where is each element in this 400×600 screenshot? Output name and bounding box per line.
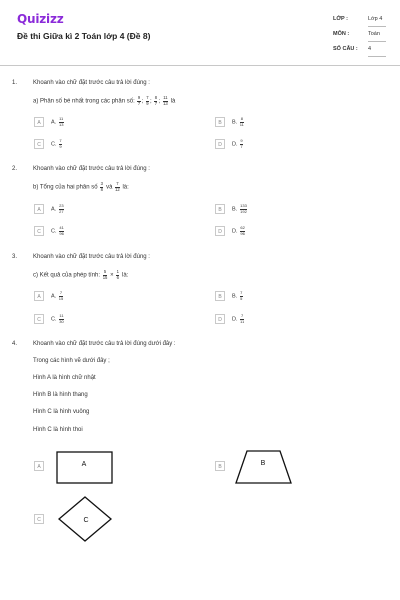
question-1-prompt: Khoanh vào chữ đặt trước câu trả lời đúng : <box>33 80 150 86</box>
question-2-sub-between: và <box>106 184 113 191</box>
meta-count-underline <box>368 56 386 57</box>
fraction: $\frac{11}{13}$ <box>58 116 64 127</box>
option-q2-d[interactable]: D. $\frac{62}{96}$ <box>232 225 245 236</box>
question-4-number: 4. <box>12 341 18 347</box>
quizizz-logo: Quizizz <box>17 12 64 26</box>
fraction: $\frac{8}{7}$ <box>154 95 158 106</box>
question-2-sub-prefix: b) Tổng của hai phân số <box>33 184 98 191</box>
option-q1-a[interactable]: A. $\frac{11}{13}$ <box>51 116 64 127</box>
option-box-q1-a[interactable]: A <box>34 117 44 127</box>
meta-count-value: 4 <box>368 46 372 52</box>
question-4-line-5: Hình C là hình thoi <box>33 427 83 433</box>
fraction: $\frac{5}{15}$ <box>102 269 108 280</box>
rectangle-shape-icon[interactable] <box>56 451 114 485</box>
option-box-q3-d[interactable]: D <box>215 314 225 324</box>
meta-grade-underline <box>368 26 386 27</box>
option-box-q2-c[interactable]: C <box>34 226 44 236</box>
meta-subject-underline <box>368 41 386 42</box>
fraction: $\frac{1}{6}$ <box>116 269 119 280</box>
meta-grade <box>333 16 385 30</box>
meta-subject-value: Toán <box>368 31 380 37</box>
option-q3-b[interactable]: B. $\frac{7}{5}$ <box>232 290 243 301</box>
option-box-q3-b[interactable]: B <box>215 291 225 301</box>
question-3-subtext <box>33 270 128 280</box>
rhombus-shape-icon[interactable] <box>57 496 113 542</box>
option-box-q3-c[interactable]: C <box>34 314 44 324</box>
meta-count-label: SỐ CÂU : <box>333 46 358 52</box>
option-q1-c[interactable]: C. $\frac{7}{9}$ <box>51 138 62 149</box>
question-2-prompt: Khoanh vào chữ đặt trước câu trả lời đúng : <box>33 166 150 172</box>
option-q2-a[interactable]: A. $\frac{23}{27}$ <box>51 203 64 214</box>
meta-subject-label: MÔN : <box>333 31 350 37</box>
option-box-q1-d[interactable]: D <box>215 139 225 149</box>
question-1-subtext: a) Phân số bé nhất trong các phân số: $\frac{9}{7}$ ; $\frac{7}{9}$ ; $\frac{8}{7}$ ; $\frac{11}{13}$ là <box>33 95 176 106</box>
option-box-q3-a[interactable]: A <box>34 291 44 301</box>
question-3-number: 3. <box>12 254 18 260</box>
question-3-sub-prefix: c) Kết quả của phép tính: <box>33 272 101 279</box>
fraction: $\frac{11}{13}$ <box>163 95 168 106</box>
fraction: $\frac{23}{27}$ <box>59 203 64 214</box>
question-4-line-1: Trong các hình vẽ dưới đây ; <box>33 358 110 364</box>
question-3-sub-between: × <box>110 272 114 279</box>
option-box-q2-b[interactable]: B <box>215 204 225 214</box>
shape-b-label: B <box>260 460 266 467</box>
question-1-sub-prefix: a) Phân số bé nhất trong các phân số: <box>33 98 135 105</box>
option-box-q4-c[interactable]: C <box>34 514 44 524</box>
fraction: $\frac{7}{9}$ <box>59 138 62 149</box>
question-2-sub-suffix: là: <box>122 184 129 191</box>
shape-c-label: C <box>83 517 89 524</box>
fraction: $\frac{7}{15}$ <box>58 290 64 301</box>
document-title: Đề thi Giữa kì 2 Toán lớp 4 (Đề 8) <box>17 31 151 41</box>
fraction: $\frac{8}{11}$ <box>239 116 244 127</box>
meta-count <box>333 46 385 60</box>
fraction: $\frac{133}{192}$ <box>240 203 247 214</box>
question-4-line-4: Hình C là hình vuông <box>33 409 90 415</box>
question-1-sub-suffix: là <box>170 98 176 105</box>
option-q3-c[interactable]: C. $\frac{11}{30}$ <box>51 313 64 324</box>
fraction: $\frac{62}{96}$ <box>240 225 245 236</box>
option-q3-a[interactable]: A. $\frac{7}{15}$ <box>51 290 64 301</box>
option-q1-b[interactable]: B. $\frac{8}{11}$ <box>232 116 244 127</box>
header-divider <box>0 65 400 66</box>
question-2-number: 2. <box>12 166 18 172</box>
question-2-subtext <box>33 182 129 192</box>
question-4-prompt: Khoanh vào chữ đặt trước câu trả lời đúng dưới đây : <box>33 341 176 347</box>
fraction: $\frac{9}{7}$ <box>240 138 243 149</box>
question-4-line-3: Hình B là hình thang <box>33 392 88 398</box>
option-box-q1-c[interactable]: C <box>34 139 44 149</box>
fraction: $\frac{7}{9}$ <box>146 95 149 106</box>
fraction: $\frac{9}{7}$ <box>137 95 141 106</box>
meta-grade-label: LỚP : <box>333 16 348 22</box>
option-box-q1-b[interactable]: B <box>215 117 225 127</box>
meta-grade-value: Lớp 4 <box>368 16 383 22</box>
option-q2-b[interactable]: B. $\frac{133}{192}$ <box>232 203 247 214</box>
fraction: $\frac{7}{11}$ <box>240 313 245 324</box>
option-box-q4-a[interactable]: A <box>34 461 44 471</box>
shape-a-label: A <box>81 461 87 468</box>
meta-subject <box>333 31 385 45</box>
fraction: $\frac{7}{12}$ <box>115 181 120 192</box>
option-box-q2-d[interactable]: D <box>215 226 225 236</box>
fraction: $\frac{11}{30}$ <box>59 313 64 324</box>
question-3-sub-suffix: là: <box>122 272 129 279</box>
option-q2-c[interactable]: C. $\frac{41}{96}$ <box>51 225 64 236</box>
fraction: $\frac{41}{96}$ <box>59 225 64 236</box>
option-box-q2-a[interactable]: A <box>34 204 44 214</box>
trapezoid-shape-icon[interactable] <box>234 450 294 486</box>
question-1-number: 1. <box>12 80 18 86</box>
option-q3-d[interactable]: D. $\frac{7}{11}$ <box>232 313 245 324</box>
fraction: $\frac{7}{5}$ <box>240 290 243 301</box>
fraction: $\frac{3}{8}$ <box>100 181 104 192</box>
question-3-prompt: Khoanh vào chữ đặt trước câu trả lời đúng : <box>33 254 150 260</box>
option-box-q4-b[interactable]: B <box>215 461 225 471</box>
option-q1-d[interactable]: D. $\frac{9}{7}$ <box>232 138 243 149</box>
question-4-line-2: Hình A là hình chữ nhật <box>33 375 96 381</box>
